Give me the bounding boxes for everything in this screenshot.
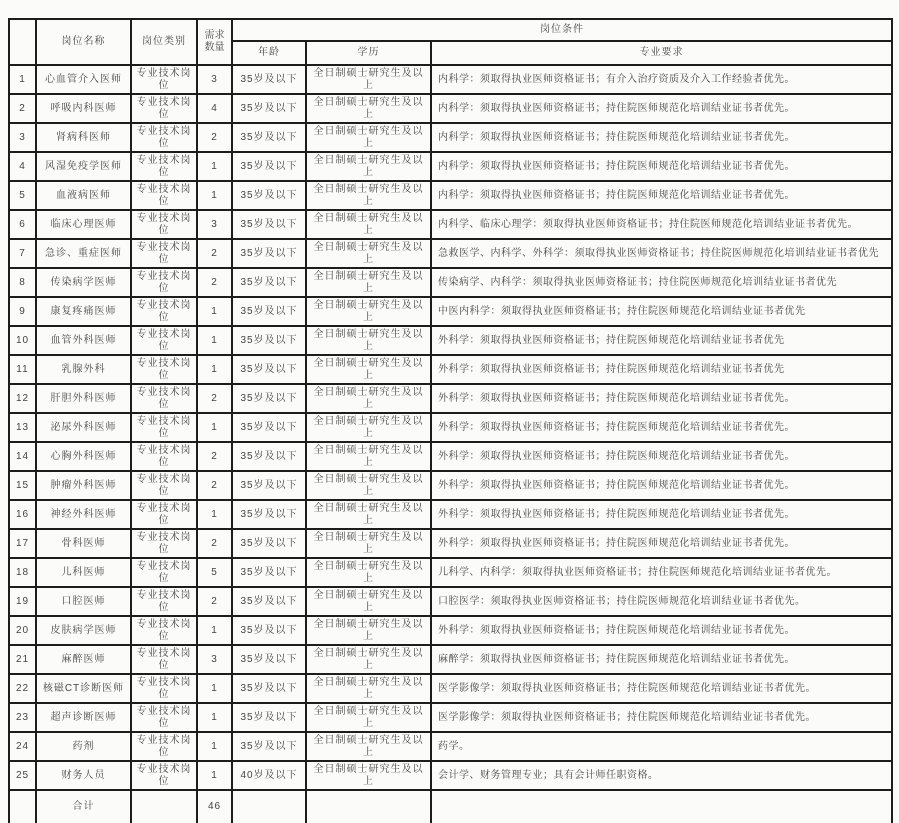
cell-age: 35岁及以下 [232,65,306,94]
table-body [9,65,892,823]
cell-name: 传染病学医师 [36,268,131,297]
cell-education: 全日制硕士研究生及以上 [306,413,431,442]
table-header [9,19,892,65]
cell-age: 35岁及以下 [232,529,306,558]
cell-major: 外科学：须取得执业医师资格证书；持住院医师规范化培训结业证书者优先。 [431,529,892,558]
cell-no: 22 [9,674,36,703]
cell-age: 35岁及以下 [232,442,306,471]
cell-education: 全日制硕士研究生及以上 [306,152,431,181]
cell-name: 儿科医师 [36,558,131,587]
cell-age: 35岁及以下 [232,558,306,587]
cell-name: 临床心理医师 [36,210,131,239]
cell-major: 传染病学、内科学：须取得执业医师资格证书；持住院医师规范化培训结业证书者优先 [431,268,892,297]
cell-education: 全日制硕士研究生及以上 [306,239,431,268]
table-row [9,732,892,761]
cell-no: 24 [9,732,36,761]
cell-no: 8 [9,268,36,297]
cell-name: 骨科医师 [36,529,131,558]
cell-count: 1 [197,500,232,529]
table-row [9,558,892,587]
cell-category: 专业技术岗位 [131,529,197,558]
cell-no: 6 [9,210,36,239]
cell-no: 9 [9,297,36,326]
cell-category: 专业技术岗位 [131,761,197,790]
table-row [9,268,892,297]
cell-no: 12 [9,384,36,413]
cell-name: 口腔医师 [36,587,131,616]
cell-name: 药剂 [36,732,131,761]
cell-age: 35岁及以下 [232,355,306,384]
cell-total-age [232,790,306,823]
cell-no: 23 [9,703,36,732]
cell-category: 专业技术岗位 [131,413,197,442]
cell-major: 麻醉学：须取得执业医师资格证书；持住院医师规范化培训结业证书者优先。 [431,645,892,674]
cell-education: 全日制硕士研究生及以上 [306,471,431,500]
cell-major: 外科学：须取得执业医师资格证书；持住院医师规范化培训结业证书者优先。 [431,500,892,529]
cell-major: 口腔医学：须取得执业医师资格证书；持住院医师规范化培训结业证书者优先。 [431,587,892,616]
cell-education: 全日制硕士研究生及以上 [306,65,431,94]
cell-category: 专业技术岗位 [131,326,197,355]
cell-count: 3 [197,65,232,94]
cell-major: 药学。 [431,732,892,761]
cell-education: 全日制硕士研究生及以上 [306,616,431,645]
header-position-name: 岗位名称 [36,19,131,65]
cell-name: 神经外科医师 [36,500,131,529]
cell-count: 2 [197,268,232,297]
cell-age: 35岁及以下 [232,645,306,674]
table-row [9,500,892,529]
cell-category: 专业技术岗位 [131,616,197,645]
header-position-category: 岗位类别 [131,19,197,65]
cell-count: 3 [197,210,232,239]
table-row [9,65,892,94]
cell-major: 内科学：须取得执业医师资格证书；持住院医师规范化培训结业证书者优先。 [431,152,892,181]
cell-name: 麻醉医师 [36,645,131,674]
cell-age: 35岁及以下 [232,239,306,268]
cell-name: 心胸外科医师 [36,442,131,471]
cell-count: 2 [197,239,232,268]
cell-category: 专业技术岗位 [131,65,197,94]
cell-education: 全日制硕士研究生及以上 [306,442,431,471]
header-index [9,19,36,65]
cell-education: 全日制硕士研究生及以上 [306,500,431,529]
cell-category: 专业技术岗位 [131,703,197,732]
cell-major: 外科学：须取得执业医师资格证书；持住院医师规范化培训结业证书者优先。 [431,471,892,500]
table-row [9,616,892,645]
cell-major: 内科学：须取得执业医师资格证书；有介入治疗资质及介入工作经验者优先。 [431,65,892,94]
cell-major: 外科学：须取得执业医师资格证书；持住院医师规范化培训结业证书者优先 [431,326,892,355]
table-row [9,442,892,471]
cell-count: 1 [197,326,232,355]
table-row [9,645,892,674]
cell-category: 专业技术岗位 [131,500,197,529]
cell-no: 25 [9,761,36,790]
cell-major: 外科学：须取得执业医师资格证书；持住院医师规范化培训结业证书者优先。 [431,442,892,471]
cell-age: 35岁及以下 [232,413,306,442]
cell-name: 泌尿外科医师 [36,413,131,442]
cell-education: 全日制硕士研究生及以上 [306,268,431,297]
cell-age: 35岁及以下 [232,471,306,500]
cell-name: 肝胆外科医师 [36,384,131,413]
cell-major: 外科学：须取得执业医师资格证书；持住院医师规范化培训结业证书者优先。 [431,384,892,413]
cell-age: 35岁及以下 [232,703,306,732]
cell-major: 医学影像学：须取得执业医师资格证书；持住院医师规范化培训结业证书者优先。 [431,703,892,732]
cell-no: 2 [9,94,36,123]
cell-no: 4 [9,152,36,181]
cell-category: 专业技术岗位 [131,732,197,761]
cell-category: 专业技术岗位 [131,384,197,413]
table-row [9,703,892,732]
cell-education: 全日制硕士研究生及以上 [306,210,431,239]
cell-no: 5 [9,181,36,210]
cell-category: 专业技术岗位 [131,152,197,181]
cell-category: 专业技术岗位 [131,210,197,239]
cell-name: 呼吸内科医师 [36,94,131,123]
cell-no: 10 [9,326,36,355]
header-major: 专业要求 [431,41,892,65]
header-row-1 [9,19,892,41]
cell-count: 1 [197,181,232,210]
cell-education: 全日制硕士研究生及以上 [306,674,431,703]
cell-age: 35岁及以下 [232,732,306,761]
cell-count: 2 [197,529,232,558]
cell-name: 乳腺外科 [36,355,131,384]
cell-count: 2 [197,384,232,413]
cell-no: 3 [9,123,36,152]
cell-education: 全日制硕士研究生及以上 [306,123,431,152]
cell-name: 急诊、重症医师 [36,239,131,268]
cell-count: 5 [197,558,232,587]
table-row [9,529,892,558]
cell-major: 医学影像学：须取得执业医师资格证书；持住院医师规范化培训结业证书者优先。 [431,674,892,703]
header-age: 年龄 [232,41,306,65]
cell-category: 专业技术岗位 [131,674,197,703]
table-row [9,94,892,123]
table-row [9,471,892,500]
cell-name: 风湿免疫学医师 [36,152,131,181]
cell-total-index [9,790,36,823]
cell-name: 财务人员 [36,761,131,790]
cell-age: 35岁及以下 [232,152,306,181]
cell-major: 儿科学、内科学：须取得执业医师资格证书；持住院医师规范化培训结业证书者优先。 [431,558,892,587]
cell-category: 专业技术岗位 [131,471,197,500]
cell-age: 35岁及以下 [232,616,306,645]
cell-education: 全日制硕士研究生及以上 [306,645,431,674]
cell-education: 全日制硕士研究生及以上 [306,761,431,790]
cell-category: 专业技术岗位 [131,239,197,268]
table-row [9,761,892,790]
table-row [9,326,892,355]
cell-total-major [431,790,892,823]
cell-major: 外科学：须取得执业医师资格证书；持住院医师规范化培训结业证书者优先。 [431,413,892,442]
cell-education: 全日制硕士研究生及以上 [306,384,431,413]
table-row [9,181,892,210]
table-row [9,239,892,268]
cell-count: 1 [197,152,232,181]
cell-total-count: 46 [197,790,232,823]
cell-education: 全日制硕士研究生及以上 [306,355,431,384]
cell-major: 中医内科学：须取得执业医师资格证书；持住院医师规范化培训结业证书者优先 [431,297,892,326]
table-row [9,297,892,326]
cell-education: 全日制硕士研究生及以上 [306,558,431,587]
cell-count: 2 [197,123,232,152]
cell-category: 专业技术岗位 [131,94,197,123]
table-row [9,152,892,181]
cell-major: 内科学：须取得执业医师资格证书；持住院医师规范化培训结业证书者优先。 [431,181,892,210]
cell-category: 专业技术岗位 [131,268,197,297]
cell-age: 35岁及以下 [232,587,306,616]
cell-no: 15 [9,471,36,500]
cell-age: 35岁及以下 [232,123,306,152]
cell-major: 急救医学、内科学、外科学：须取得执业医师资格证书；持住院医师规范化培训结业证书者优先 [431,239,892,268]
cell-count: 1 [197,761,232,790]
header-education: 学历 [306,41,431,65]
cell-education: 全日制硕士研究生及以上 [306,732,431,761]
cell-name: 血液病医师 [36,181,131,210]
cell-education: 全日制硕士研究生及以上 [306,703,431,732]
cell-total-education [306,790,431,823]
cell-name: 核磁CT诊断医师 [36,674,131,703]
cell-no: 7 [9,239,36,268]
cell-no: 13 [9,413,36,442]
cell-major: 会计学、财务管理专业；具有会计师任职资格。 [431,761,892,790]
cell-category: 专业技术岗位 [131,297,197,326]
cell-education: 全日制硕士研究生及以上 [306,181,431,210]
cell-count: 1 [197,732,232,761]
cell-count: 1 [197,616,232,645]
cell-category: 专业技术岗位 [131,558,197,587]
cell-count: 1 [197,703,232,732]
cell-count: 1 [197,355,232,384]
cell-count: 2 [197,442,232,471]
cell-age: 35岁及以下 [232,674,306,703]
cell-age: 35岁及以下 [232,268,306,297]
cell-name: 血管外科医师 [36,326,131,355]
cell-category: 专业技术岗位 [131,181,197,210]
cell-count: 1 [197,674,232,703]
cell-name: 康复疼痛医师 [36,297,131,326]
cell-age: 35岁及以下 [232,326,306,355]
cell-count: 4 [197,94,232,123]
table-row [9,587,892,616]
cell-no: 17 [9,529,36,558]
table-row [9,355,892,384]
cell-count: 3 [197,645,232,674]
cell-total-label: 合计 [36,790,131,823]
cell-age: 35岁及以下 [232,181,306,210]
cell-no: 21 [9,645,36,674]
cell-education: 全日制硕士研究生及以上 [306,94,431,123]
cell-name: 肿瘤外科医师 [36,471,131,500]
cell-no: 19 [9,587,36,616]
header-position-conditions: 岗位条件 [232,19,892,41]
cell-major: 内科学：须取得执业医师资格证书；持住院医师规范化培训结业证书者优先。 [431,123,892,152]
table-total-row [9,790,892,823]
cell-count: 2 [197,587,232,616]
cell-major: 内科学、临床心理学：须取得执业医师资格证书；持住院医师规范化培训结业证书者优先。 [431,210,892,239]
cell-major: 内科学：须取得执业医师资格证书；持住院医师规范化培训结业证书者优先。 [431,94,892,123]
cell-age: 35岁及以下 [232,94,306,123]
cell-no: 18 [9,558,36,587]
cell-education: 全日制硕士研究生及以上 [306,529,431,558]
table-row [9,413,892,442]
cell-education: 全日制硕士研究生及以上 [306,326,431,355]
table-row [9,210,892,239]
cell-name: 超声诊断医师 [36,703,131,732]
cell-count: 1 [197,297,232,326]
cell-no: 11 [9,355,36,384]
cell-count: 1 [197,413,232,442]
cell-category: 专业技术岗位 [131,442,197,471]
cell-category: 专业技术岗位 [131,587,197,616]
cell-no: 20 [9,616,36,645]
cell-education: 全日制硕士研究生及以上 [306,297,431,326]
table-row [9,384,892,413]
cell-major: 外科学：须取得执业医师资格证书；持住院医师规范化培训结业证书者优先。 [431,616,892,645]
cell-age: 35岁及以下 [232,384,306,413]
cell-age: 35岁及以下 [232,210,306,239]
table-row [9,123,892,152]
cell-category: 专业技术岗位 [131,645,197,674]
cell-no: 14 [9,442,36,471]
header-demand-count: 需求数量 [197,19,232,65]
cell-age: 35岁及以下 [232,297,306,326]
cell-total-category [131,790,197,823]
cell-category: 专业技术岗位 [131,123,197,152]
cell-category: 专业技术岗位 [131,355,197,384]
cell-name: 皮肤病学医师 [36,616,131,645]
table-row [9,674,892,703]
cell-major: 外科学：须取得执业医师资格证书；持住院医师规范化培训结业证书者优先 [431,355,892,384]
cell-education: 全日制硕士研究生及以上 [306,587,431,616]
cell-name: 心血管介入医师 [36,65,131,94]
recruitment-table [8,18,893,823]
cell-age: 40岁及以下 [232,761,306,790]
cell-name: 肾病科医师 [36,123,131,152]
cell-no: 1 [9,65,36,94]
cell-no: 16 [9,500,36,529]
cell-age: 35岁及以下 [232,500,306,529]
cell-count: 2 [197,471,232,500]
